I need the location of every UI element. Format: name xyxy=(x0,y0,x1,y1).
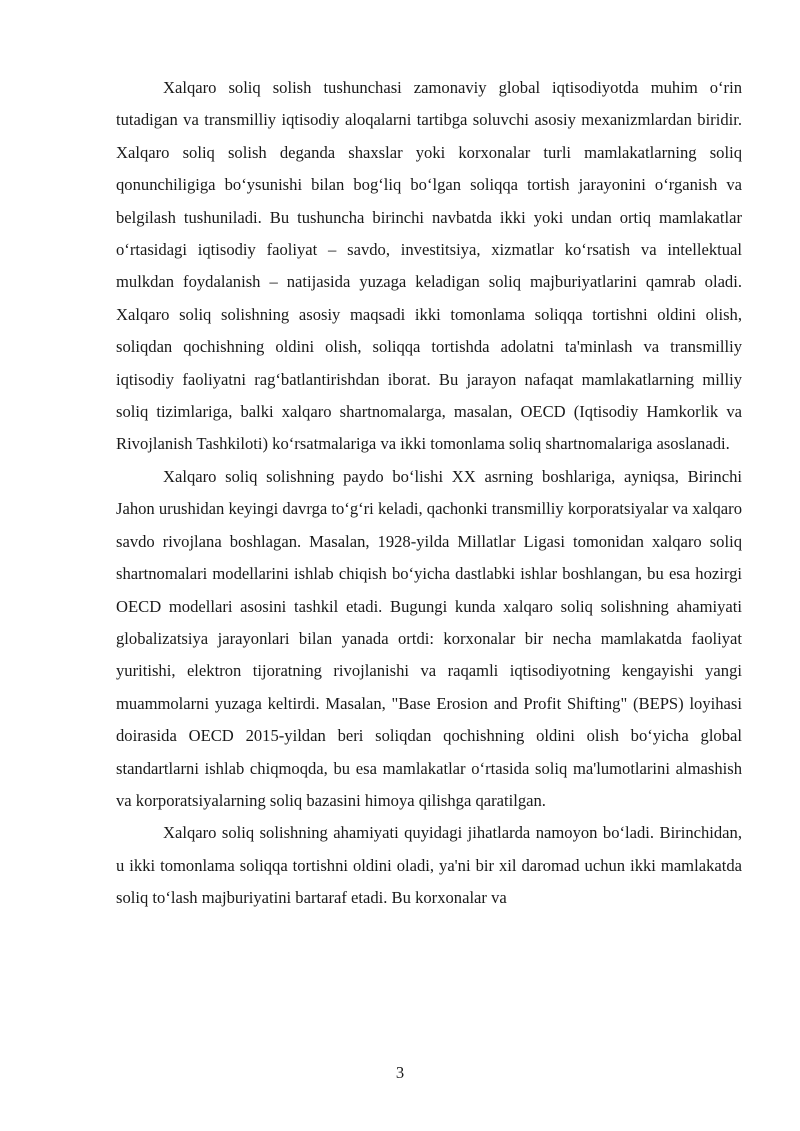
paragraph-intro: Xalqaro soliq solish tushunchasi zamonaviy global iqtisodiyotda muhim o‘rin tutadigan va transmilliy iqtisodiy aloqalarni tartibga soluvchi asosiy mexanizmlardan biridir. Xalqaro soliq solish deganda shaxslar yoki korxonalar turli mamlakatlarning soliq qonunchiligiga bo‘ysunishi bilan bog‘liq bo‘lgan soliqqa tortish jarayonini o‘rganish va belgilash tushuniladi. Bu tushuncha birinchi navbatda ikki yoki undan ortiq mamlakatlar o‘rtasidagi iqtisodiy faoliyat – savdo, investitsiya, xizmatlar ko‘rsatish va intellektual mulkdan foydalanish – natijasida yuzaga keladigan soliq majburiyatlarini qamrab oladi. Xalqaro soliq solishning asosiy maqsadi ikki tomonlama soliqqa tortishni oldini olish, soliqdan qochishning oldini olish, soliqqa tortishda adolatni ta'minlash va transmilliy iqtisodiy faoliyatni rag‘batlantirishdan iborat. Bu jarayon nafaqat mamlakatlarning milliy soliq tizimlariga, balki xalqaro shartnomalarga, masalan, OECD (Iqtisodiy Hamkorlik va Rivojlanish Tashkiloti) ko‘rsatmalariga va ikki tomonlama soliq shartnomalariga asoslanadi. xyxy=(116,78,742,454)
page-number: 3 xyxy=(395,1063,405,1082)
document-body xyxy=(116,72,742,915)
paragraph-importance: Xalqaro soliq solishning ahamiyati quyidagi jihatlarda namoyon bo‘ladi. Birinchidan, u ikki tomonlama soliqqa tortishni oldini oladi, ya'ni bir xil daromad uchun ikki mamlakatda soliq to‘lash majburiyatini bartaraf etadi. Bu korxonalar va xyxy=(116,823,742,908)
paragraph-history: Xalqaro soliq solishning paydo bo‘lishi XX asrning boshlariga, ayniqsa, Birinchi Jahon urushidan keyingi davrga to‘g‘ri keladi, qachonki transmilliy korporatsiyalar va xalqaro savdo rivojlana boshlagan. Masalan, 1928-yilda Millatlar Ligasi tomonidan xalqaro soliq shartnomalari modellarini ishlab chiqish bo‘yicha dastlabki ishlar boshlangan, bu esa hozirgi OECD modellari asosini tashkil etadi. Bugungi kunda xalqaro soliq solishning ahamiyati globalizatsiya jarayonlari bilan yanada ortdi: korxonalar bir necha mamlakatda faoliyat yuritishi, elektron tijoratning rivojlanishi va raqamli iqtisodiyotning kengayishi yangi muammolarni yuzaga keltirdi. Masalan, "Base Erosion and Profit Shifting" (BEPS) loyihasi doirasida OECD 2015-yildan beri soliqdan qochishning oldini olish bo‘yicha global standartlarni ishlab chiqmoqda, bu esa mamlakatlar o‘rtasida soliq ma'lumotlarini almashish va korporatsiyalarning soliq bazasini himoya qilishga qaratilgan. xyxy=(116,466,742,810)
